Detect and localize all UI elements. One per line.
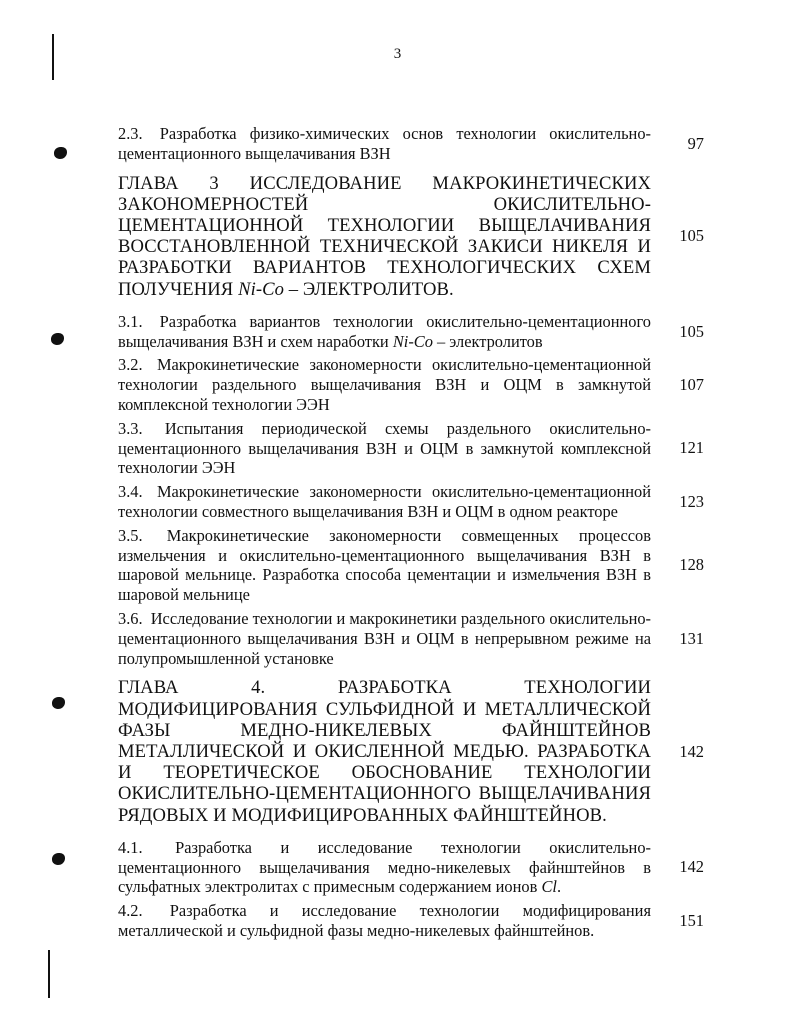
toc-page-number: 151 <box>679 910 704 930</box>
toc-entry-tail: – электролитов <box>432 331 543 351</box>
toc-entry-4-2[interactable] <box>118 901 704 941</box>
toc-entry-text <box>118 677 651 825</box>
toc-page-number: 131 <box>679 628 704 648</box>
toc-entry-3-2[interactable] <box>118 355 704 414</box>
toc-entry-title: Испытания периодической схемы раздельного окислительно-цементационного выщелачивания ВЗН и ОЦМ в замкнутой комплексной технологии ЭЭН <box>118 418 651 478</box>
toc-entry-title: Макрокинетические закономерности окислительно-цементационной технологии раздельного выщелачивания ВЗН и ОЦМ в замкнутой комплексной технологии ЭЭН <box>118 355 651 414</box>
toc-entry-text <box>118 355 651 414</box>
toc-entry-3-5[interactable] <box>118 526 704 605</box>
toc-entry-number: 3.4. <box>118 482 143 502</box>
toc-entry-2-3[interactable] <box>118 124 704 164</box>
punch-hole-mark <box>52 697 65 709</box>
toc-entry-number: 4.2. <box>118 901 143 921</box>
toc-entry-text <box>118 838 651 897</box>
toc-entry-text <box>118 482 651 522</box>
toc-chapter-3[interactable] <box>118 173 704 300</box>
toc-entry-text <box>118 312 651 352</box>
toc-chapter-tail: – ЭЛЕКТРОЛИТОВ. <box>284 278 454 300</box>
toc-entry-text <box>118 526 651 605</box>
toc-entry-text <box>118 419 651 478</box>
toc-entry-number: 3.6. <box>118 608 143 628</box>
toc-page-number: 142 <box>679 857 704 877</box>
toc-entry-number: 4.1. <box>118 837 143 857</box>
toc-entry-text <box>118 124 651 164</box>
toc-page-number: 121 <box>679 438 704 458</box>
toc-page-number: 107 <box>679 375 704 395</box>
toc-page-number: 123 <box>679 491 704 511</box>
toc-entry-title: Разработка физико-химических основ технологии окислительно-цементационного выщелачивания ВЗН <box>118 124 651 163</box>
punch-hole-mark <box>54 147 67 159</box>
toc-entry-3-3[interactable] <box>118 419 704 478</box>
toc-page-number: 142 <box>679 741 704 761</box>
scan-mark-top <box>52 34 54 80</box>
toc-chapter-4[interactable] <box>118 677 704 825</box>
toc-entry-number: 3.1. <box>118 311 143 331</box>
toc-chapter-italic: Ni-Co <box>238 278 285 300</box>
toc-page-number: 128 <box>679 555 704 575</box>
toc-entry-3-6[interactable] <box>118 609 704 668</box>
toc-entry-text <box>118 901 651 941</box>
toc-entry-number: 3.5. <box>118 525 143 545</box>
toc-entry-italic: Ni-Co <box>392 331 433 351</box>
toc-entry-tail: . <box>556 877 562 897</box>
toc-page-number: 105 <box>679 226 704 246</box>
toc-chapter-title: ГЛАВА 4. РАЗРАБОТКА ТЕХНОЛОГИИ МОДИФИЦИРОВАНИЯ СУЛЬФИДНОЙ И МЕТАЛЛИЧЕСКОЙ ФАЗЫ МЕДНО-НИКЕЛЕВЫХ ФАЙНШТЕЙНОВ МЕТАЛЛИЧЕСКОЙ И ОКИСЛЕННОЙ МЕДЬЮ. РАЗРАБОТКА И ТЕОРЕТИЧЕСКОЕ ОБОСНОВАНИЕ ТЕХНОЛОГИИ ОКИСЛИТЕЛЬНО-ЦЕМЕНТАЦИОННОГО ВЫЩЕЛАЧИВАНИЯ РЯДОВЫХ И МОДИФИЦИРОВАННЫХ ФАЙНШТЕЙНОВ. <box>118 677 651 826</box>
scan-mark-bottom <box>48 950 50 998</box>
toc-entry-title: Макрокинетические закономерности совмещенных процессов измельчения и окислительно-цементационного выщелачивания ВЗН в шаровой мельнице. Разработка способа цементации и измельчения ВЗН в шаровой мельнице <box>118 525 651 605</box>
toc-entry-3-4[interactable] <box>118 482 704 522</box>
page-number: 3 <box>393 46 402 62</box>
toc-entry-italic: Cl <box>541 877 557 897</box>
toc-entry-3-1[interactable] <box>118 312 704 352</box>
toc-entry-title: Макрокинетические закономерности окислительно-цементационной технологии совместного выщелачивания ВЗН и ОЦМ в одном реакторе <box>118 482 651 521</box>
toc-entry-number: 3.2. <box>118 355 143 375</box>
punch-hole-mark <box>52 853 65 865</box>
table-of-contents <box>118 124 704 945</box>
toc-entry-title: Исследование технологии и макрокинетики раздельного окислительно-цементационного выщелачивания ВЗН и ОЦМ в непрерывном режиме на полупромышленной установке <box>118 608 651 668</box>
toc-entry-title: Разработка и исследование технологии окислительно-цементационного выщелачивания медно-никелевых файнштейнов в сульфатных электролитах с примесным содержанием ионов <box>118 837 651 897</box>
toc-entry-number: 2.3. <box>118 124 143 143</box>
punch-hole-mark <box>51 333 64 345</box>
toc-entry-text <box>118 173 651 300</box>
toc-entry-number: 3.3. <box>118 418 143 438</box>
toc-entry-4-1[interactable] <box>118 838 704 897</box>
toc-entry-text <box>118 609 651 668</box>
toc-page-number: 97 <box>687 133 704 153</box>
toc-chapter-title: ГЛАВА 3 ИССЛЕДОВАНИЕ МАКРОКИНЕТИЧЕСКИХ ЗАКОНОМЕРНОСТЕЙ ОКИСЛИТЕЛЬНО-ЦЕМЕНТАЦИОННОЙ ТЕХНОЛОГИИ ВЫЩЕЛАЧИВАНИЯ ВОССТАНОВЛЕННОЙ ТЕХНИЧЕСКОЙ ЗАКИСИ НИКЕЛЯ И РАЗРАБОТКИ ВАРИАНТОВ ТЕХНОЛОГИЧЕСКИХ СХЕМ ПОЛУЧЕНИЯ <box>118 172 651 300</box>
toc-page-number: 105 <box>679 321 704 341</box>
toc-entry-title: Разработка и исследование технологии модифицирования металлической и сульфидной фазы медно-никелевых файнштейнов. <box>118 901 651 940</box>
toc-entry-title: Разработка вариантов технологии окислительно-цементационного выщелачивания ВЗН и схем наработки <box>118 311 651 351</box>
